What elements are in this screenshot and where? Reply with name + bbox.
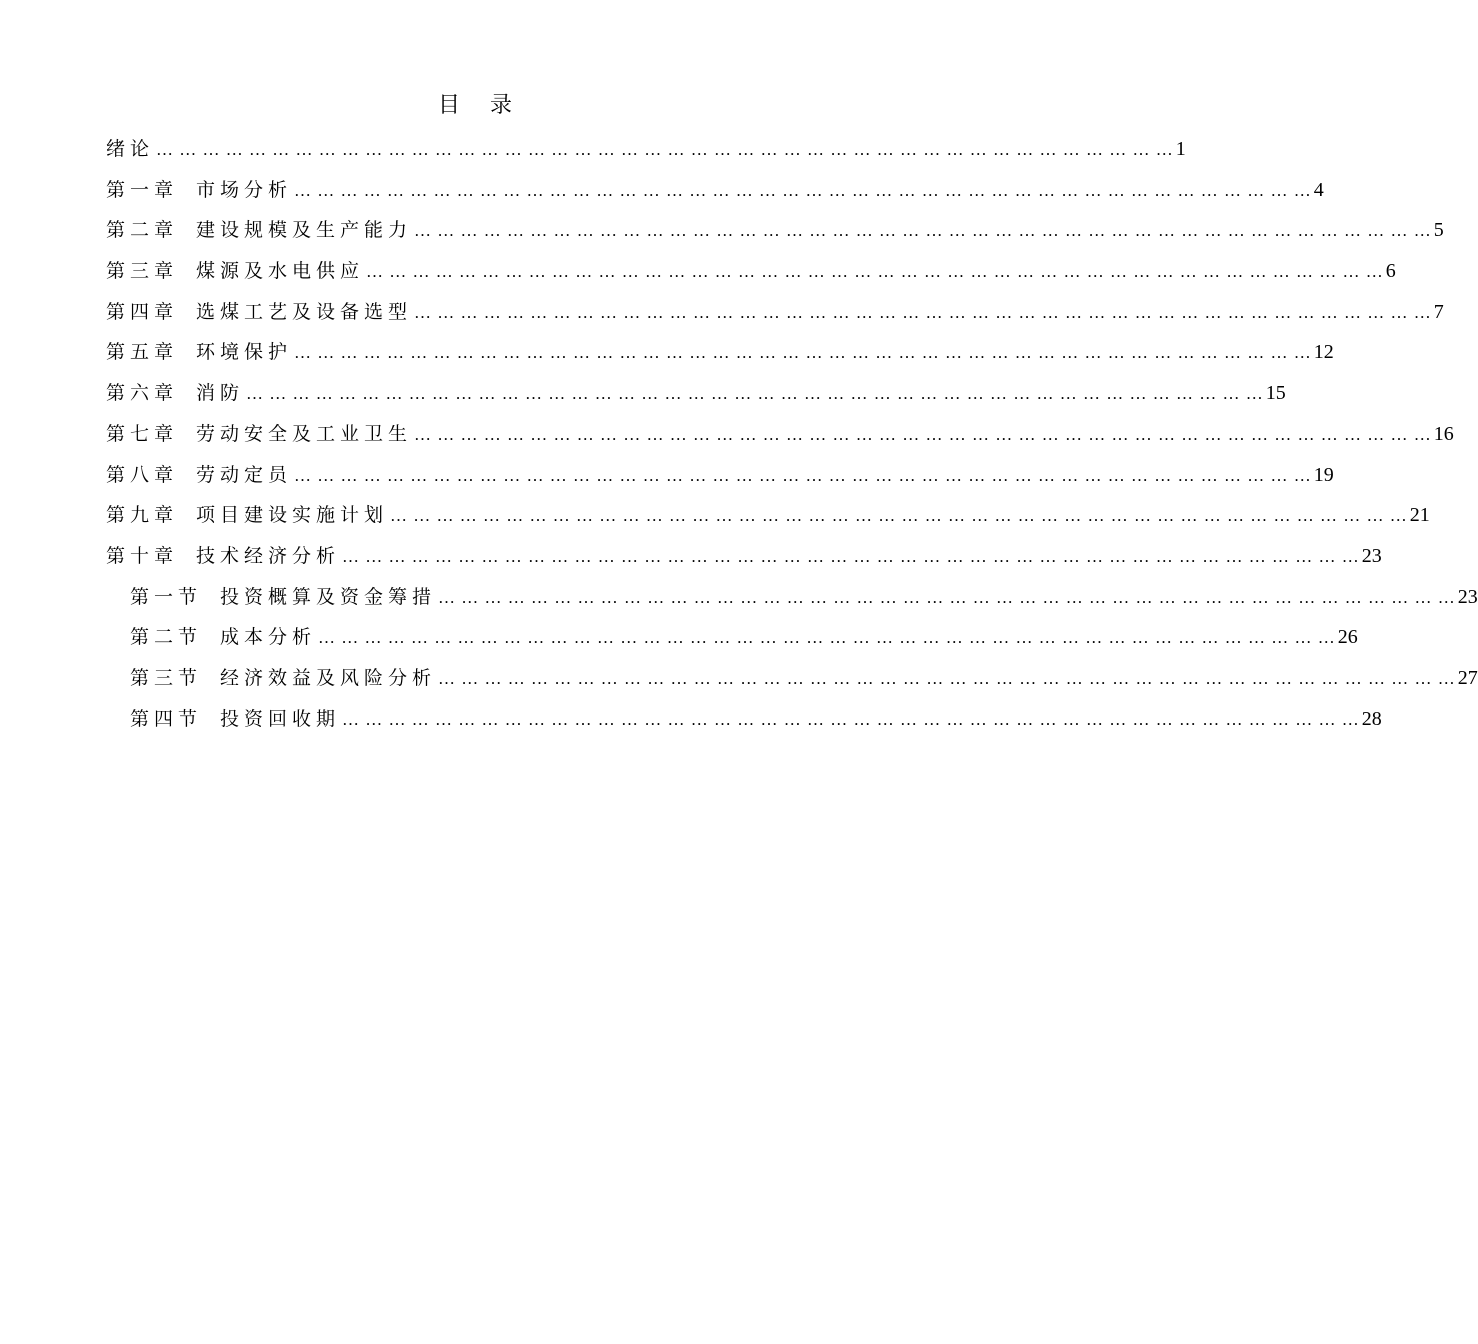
- toc-leader: … … … … … … … … … … … … … … … … … … … … … … … … … … … … … … … … … … … … … … … … … … … …: [414, 424, 1432, 444]
- toc-entry-title: 技术经济分析: [196, 544, 341, 567]
- toc-entry-title: 项目建设实施计划: [196, 504, 389, 527]
- toc-entry-chapter-6[interactable]: [106, 373, 1286, 414]
- toc-entry-title: 劳动安全及工业卫生: [196, 422, 413, 445]
- toc-leader: … … … … … … … … … … … … … … … … … … … … … … … … … … … … … … … … … … … … … … … … … … … …: [414, 302, 1432, 322]
- toc-page-number: 5: [1433, 219, 1444, 242]
- toc-entry-title: 经济效益及风险分析: [220, 666, 437, 689]
- toc-entry-section-1[interactable]: [106, 577, 1478, 618]
- toc-page-number: 23: [1457, 585, 1478, 608]
- toc-leader: … … … … … … … … … … … … … … … … … … … … … … … … … … … … … … … … … … … … … … … … … … … …: [438, 668, 1456, 688]
- toc-leader: … … … … … … … … … … … … … … … … … … … … … … … … … … … … … … … … … … … … … … … … … … … …: [294, 343, 1312, 363]
- toc-entry-title: 建设规模及生产能力: [196, 219, 413, 242]
- toc-leader: … … … … … … … … … … … … … … … … … … … … … … … … … … … … … … … … … … … … … … … … … … … …: [390, 506, 1408, 526]
- toc-leader: … … … … … … … … … … … … … … … … … … … … … … … … … … … … … … … … … … … … … … … … … … … …: [294, 180, 1312, 200]
- toc-leader: … … … … … … … … … … … … … … … … … … … … … … … … … … … … … … … … … … … … … … … … … … … …: [438, 587, 1456, 607]
- toc-entry-number: 第五章: [106, 341, 179, 364]
- toc-leader: … … … … … … … … … … … … … … … … … … … … … … … … … … … … … … … … … … … … … … … … … … … …: [342, 709, 1360, 729]
- toc-entry-number: 第七章: [106, 422, 179, 445]
- toc-leader: … … … … … … … … … … … … … … … … … … … … … … … … … … … … … … … … … … … … … … … … … … … …: [414, 221, 1432, 241]
- toc-entry-number: 第四章: [106, 300, 179, 323]
- toc-page-number: 4: [1313, 178, 1324, 201]
- toc-entry-section-4[interactable]: [106, 699, 1382, 740]
- toc-leader: … … … … … … … … … … … … … … … … … … … … … … … … … … … … … … … … … … … … … … … … … … … …: [294, 465, 1312, 485]
- toc-page-number: 16: [1433, 422, 1454, 445]
- toc-entry-title: 投资概算及资金筹措: [220, 585, 437, 608]
- toc-entry-number: 第六章: [106, 382, 179, 405]
- toc-entry-title: 煤源及水电供应: [196, 260, 365, 283]
- toc-page-number: 7: [1433, 300, 1444, 323]
- toc-entry-title: 市场分析: [196, 178, 293, 201]
- toc-entry-title: 环境保护: [196, 341, 293, 364]
- toc-entry-number: 第二章: [106, 219, 179, 242]
- toc-entry-number: 第十章: [106, 544, 179, 567]
- toc-entry-title: 成本分析: [220, 626, 317, 649]
- toc-entry-number: 第九章: [106, 504, 179, 527]
- toc-page-number: 23: [1361, 544, 1382, 567]
- toc-page-number: 27: [1457, 666, 1478, 689]
- toc-leader: … … … … … … … … … … … … … … … … … … … … … … … … … … … … … … … … … … … … … … … … … … … …: [318, 628, 1336, 648]
- toc-entry-number: 第四节: [130, 707, 203, 730]
- toc-entry-intro[interactable]: [106, 129, 1186, 170]
- toc-entry-chapter-4[interactable]: [106, 292, 1444, 333]
- toc-page-number: 28: [1361, 707, 1382, 730]
- toc-page-number: 12: [1313, 341, 1334, 364]
- toc-leader: … … … … … … … … … … … … … … … … … … … … … … … … … … … … … … … … … … … … … … … … … … … …: [366, 262, 1384, 282]
- toc-entry-chapter-1[interactable]: [106, 170, 1324, 211]
- toc-entry-title: 投资回收期: [220, 707, 341, 730]
- toc-entry-title: 绪论: [106, 138, 155, 160]
- toc-entry-chapter-10[interactable]: [106, 536, 1382, 577]
- toc-entry-number: 第二节: [130, 626, 203, 649]
- toc-entry-number: 第一章: [106, 178, 179, 201]
- toc-entry-chapter-7[interactable]: [106, 414, 1454, 455]
- toc-entry-title: 选煤工艺及设备选型: [196, 300, 413, 323]
- toc-page-number: 1: [1175, 138, 1186, 160]
- toc-entry-chapter-9[interactable]: [106, 495, 1430, 536]
- toc-entry-chapter-2[interactable]: [106, 210, 1444, 251]
- toc-entry-chapter-8[interactable]: [106, 455, 1334, 496]
- toc-entry-chapter-5[interactable]: [106, 332, 1334, 373]
- toc-page-number: 21: [1409, 504, 1430, 527]
- toc-leader: … … … … … … … … … … … … … … … … … … … … … … … … … … … … … … … … … … … … … … … … … … … …: [156, 140, 1174, 159]
- toc-entry-number: 第一节: [130, 585, 203, 608]
- toc-entry-section-3[interactable]: [106, 658, 1478, 699]
- toc-entry-title: 劳动定员: [196, 463, 293, 486]
- toc-entry-section-2[interactable]: [106, 617, 1358, 658]
- toc-page-number: 15: [1265, 382, 1286, 405]
- toc-entry-title: 消防: [196, 382, 245, 405]
- toc-leader: … … … … … … … … … … … … … … … … … … … … … … … … … … … … … … … … … … … … … … … … … … … …: [342, 546, 1360, 566]
- toc-page-number: 6: [1385, 260, 1396, 283]
- toc-page-number: 19: [1313, 463, 1334, 486]
- toc-page-number: 26: [1337, 626, 1358, 649]
- toc-list: [106, 129, 1478, 739]
- toc-entry-number: 第三章: [106, 260, 179, 283]
- toc-entry-chapter-3[interactable]: [106, 251, 1396, 292]
- toc-entry-number: 第三节: [130, 666, 203, 689]
- toc-entry-number: 第八章: [106, 463, 179, 486]
- toc-title: 目录: [437, 93, 542, 118]
- toc-leader: … … … … … … … … … … … … … … … … … … … … … … … … … … … … … … … … … … … … … … … … … … … …: [246, 384, 1264, 404]
